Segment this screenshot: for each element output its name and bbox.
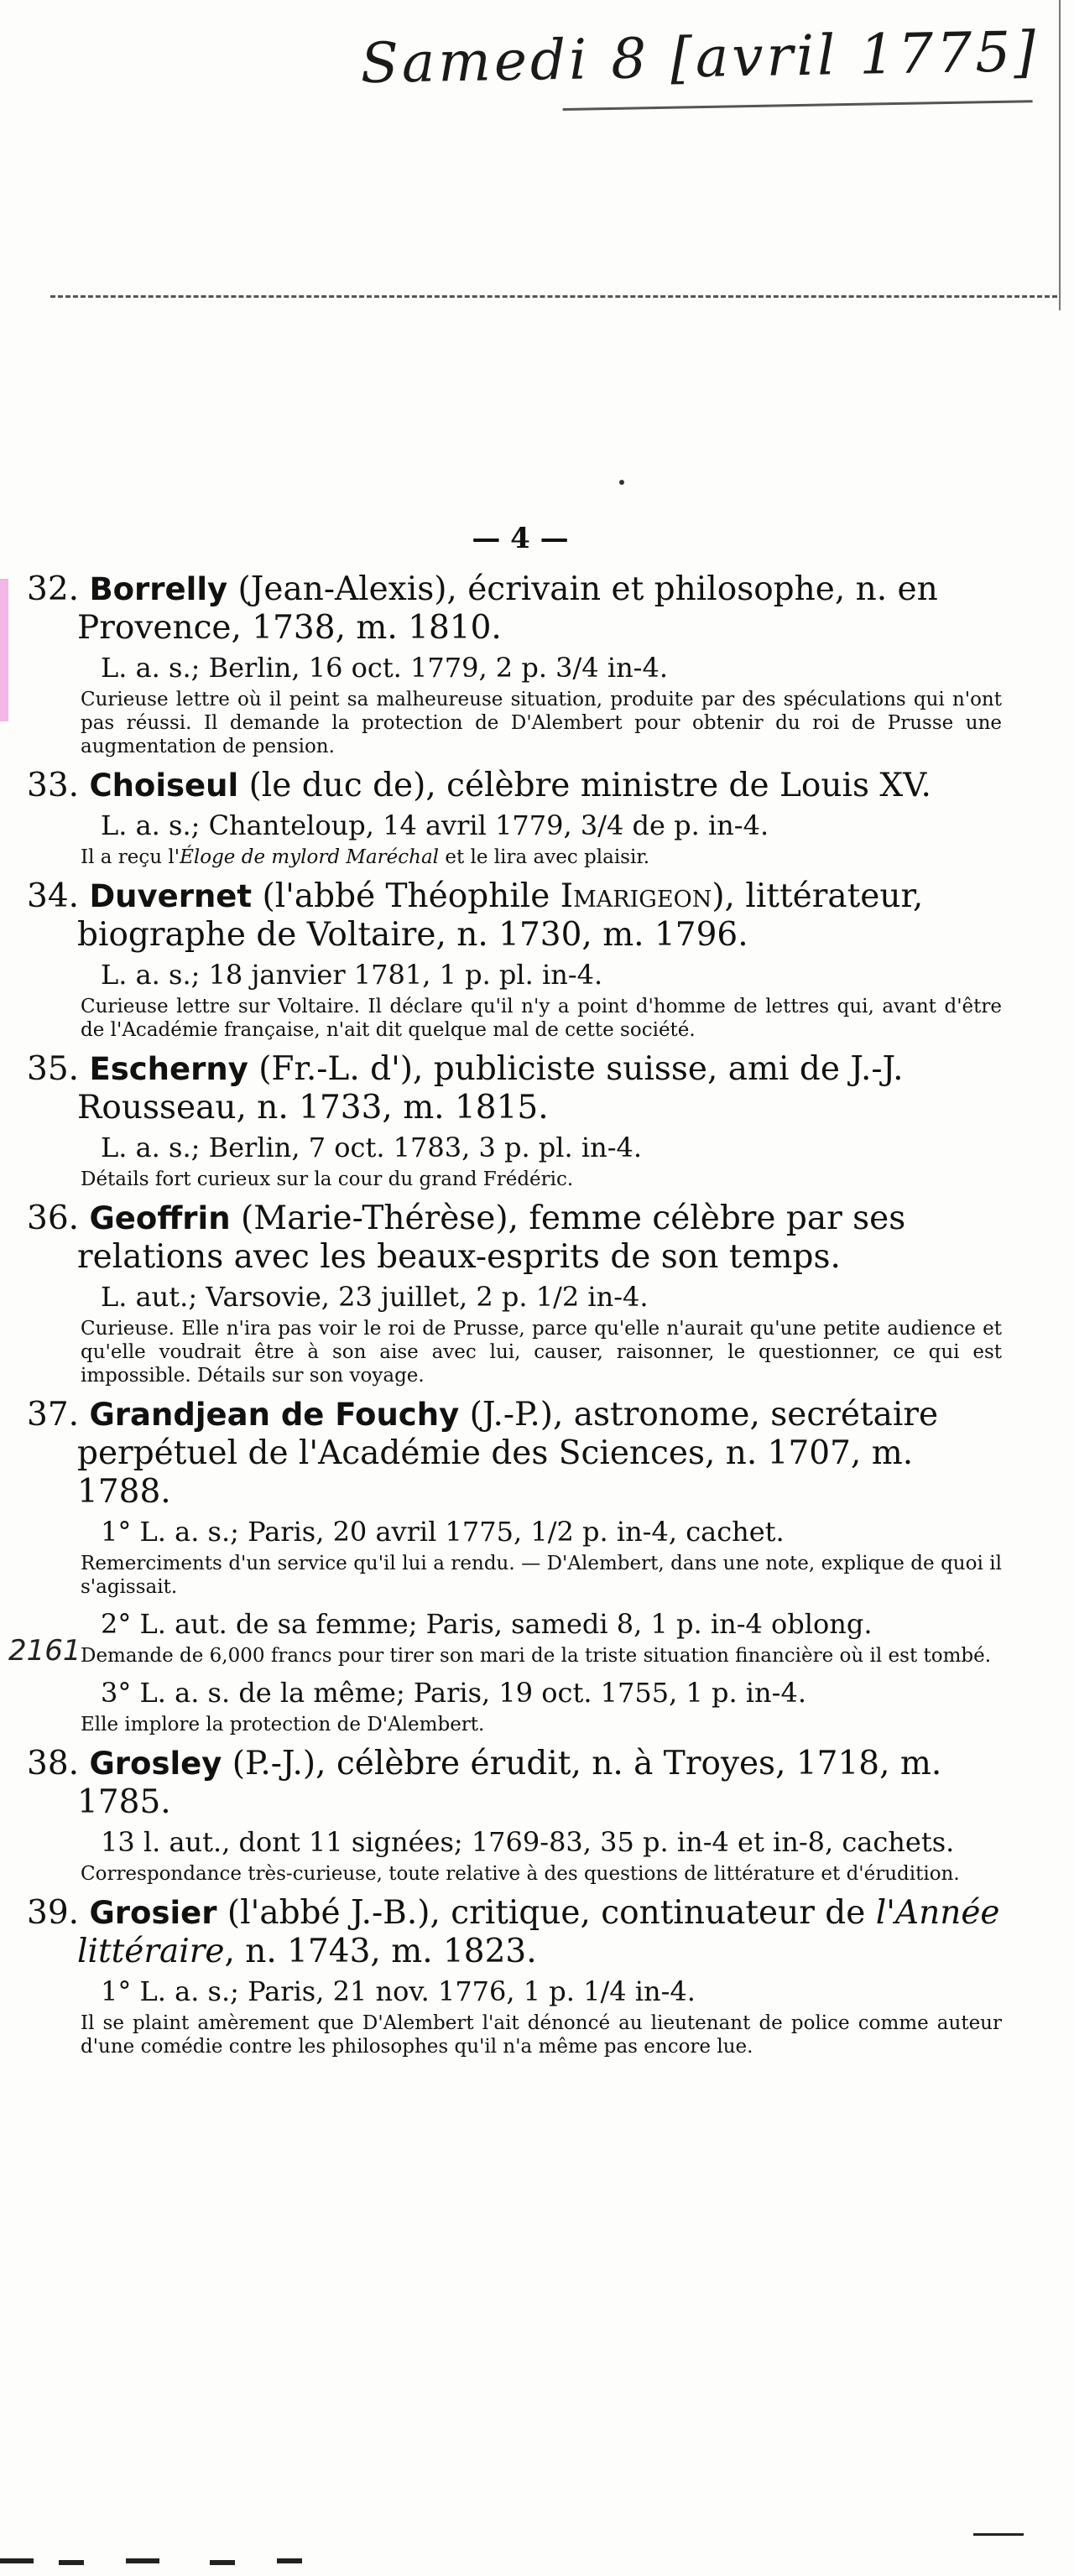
entry-item-line: L. a. s.; Chanteloup, 14 avril 1779, 3/4 de p. in-4. xyxy=(101,809,769,841)
entry-item-line xyxy=(0,1607,1074,1641)
scan-bottom-edge xyxy=(0,2533,1074,2575)
entry-description: ), littérateur, biographe de Voltaire, n. 1730, m. 1796. xyxy=(77,877,924,954)
ink-dot xyxy=(619,480,624,485)
entry-number: 32. xyxy=(27,570,80,608)
catalogue-entry xyxy=(0,1396,1074,1736)
entry-description: (l'abbé Théophile xyxy=(252,877,560,915)
margin-handwritten-number: 2161 xyxy=(8,1634,81,1668)
page-number: — 4 — xyxy=(472,522,569,555)
catalogue-entry xyxy=(0,570,1074,758)
note-text: et le lira avec plaisir. xyxy=(439,846,650,868)
entry-item-line: 1° L. a. s.; Paris, 21 nov. 1776, 1 p. 1/4 in-4. xyxy=(101,1975,696,2007)
entry-description: (l'abbé J.-B.), critique, continuateur de xyxy=(216,1894,876,1932)
item-line-text: L. a. s.; Berlin, 7 oct. 1783, 3 p. pl. in-4. xyxy=(101,1132,643,1163)
item-line-text: 3° L. a. s. de la même; Paris, 19 oct. 1755, 1 p. in-4. xyxy=(101,1677,806,1709)
entry-heading xyxy=(0,1745,1074,1822)
entry-heading xyxy=(0,1396,1074,1512)
entry-item-line: L. aut.; Varsovie, 23 juillet, 2 p. 1/2 in-4. xyxy=(101,1281,649,1313)
note-text: Il a reçu l' xyxy=(81,846,180,868)
entry-heading xyxy=(0,1894,1074,1971)
entry-item-note: Curieuse lettre où il peint sa malheureuse situation, produite par des spéculations qui n'ont pas réussi. Il demande la protection de D'Alembert pour obtenir du roi de Prusse une augmentation de pension. xyxy=(81,689,1002,757)
note-title-italic: Éloge de mylord Maréchal xyxy=(180,846,440,868)
entry-description: (Marie-Thérèse), femme célèbre par ses relations avec les beaux-esprits de son temps. xyxy=(77,1200,906,1276)
entry-heading xyxy=(0,1200,1074,1277)
catalogue-entries xyxy=(0,570,1074,2067)
entry-item-note: Il se plaint amèrement que D'Alembert l'ait dénoncé au lieutenant de police comme auteur d'une comédie contre les philosophes qu'il n'a même pas encore lue. xyxy=(81,2012,1002,2058)
entry-item-note: Elle implore la protection de D'Alembert. xyxy=(81,1714,485,1736)
entry-item-line: 13 l. aut., dont 11 signées; 1769-83, 35 p. in-4 et in-8, cachets. xyxy=(101,1826,955,1858)
entry-name: Escherny xyxy=(89,1051,248,1087)
entry-item-line: L. a. s.; Berlin, 16 oct. 1779, 2 p. 3/4 in-4. xyxy=(101,652,669,684)
entry-name: Borrelly xyxy=(89,571,228,607)
handwritten-underline xyxy=(563,100,1033,111)
entry-number: 37. xyxy=(27,1396,80,1434)
entry-item-note xyxy=(0,846,1074,869)
item-line-text: 2° L. aut. de sa femme; Paris, samedi 8, 1 p. in-4 oblong. xyxy=(101,1608,873,1640)
scan-fragment xyxy=(973,2533,1024,2536)
scan-fragment xyxy=(59,2560,84,2565)
catalogue-entry xyxy=(0,877,1074,1042)
item-line-text: 1° L. a. s.; Paris, 20 avril 1775, 1/2 p. in-4, cachet. xyxy=(101,1516,785,1548)
entry-heading xyxy=(0,1050,1074,1127)
entry-item-line: L. a. s.; 18 janvier 1781, 1 p. pl. in-4. xyxy=(101,959,603,991)
scan-fragment xyxy=(277,2558,302,2563)
handwritten-date-note xyxy=(360,19,1050,132)
entry-name: Grosley xyxy=(89,1746,222,1782)
entry-number: 34. xyxy=(27,877,80,915)
entry-item-line xyxy=(0,1131,1074,1164)
catalogue-entry xyxy=(0,1200,1074,1387)
entry-description: (J.-P.), astronome, secrétaire perpétuel de l'Académie des Sciences, n. 1707, m. 1788. xyxy=(77,1396,939,1511)
entry-number: 39. xyxy=(27,1894,80,1932)
page-edge-line xyxy=(1059,0,1061,310)
entry-description: , n. 1743, m. 1823. xyxy=(224,1933,537,1970)
scan-fragment xyxy=(210,2560,235,2565)
catalogue-entry xyxy=(0,1745,1074,1886)
handwritten-note-text: Samedi 8 [avril 1775] xyxy=(360,19,1040,96)
entry-item-note: Remerciments d'un service qu'il lui a rendu. — D'Alembert, dans une note, explique de quoi il s'agissait. xyxy=(81,1553,1002,1598)
entry-description: (le duc de), célèbre ministre de Louis XV. xyxy=(238,767,931,804)
entry-item-note: Curieuse lettre sur Voltaire. Il déclare qu'il n'y a point d'homme de lettres qui, avant d'être de l'Académie française, n'ait dit quelque mal de cette société. xyxy=(81,996,1002,1041)
scan-fragment xyxy=(126,2558,159,2563)
note-text: Demande de 6,000 francs pour tirer son mari de la triste situation financière où il est tombé. xyxy=(81,1645,992,1667)
entry-name: Duvernet xyxy=(89,878,253,914)
entry-item-line xyxy=(0,1515,1074,1548)
entry-surname-smallcaps: Imarigeon xyxy=(560,877,712,915)
entry-number: 35. xyxy=(27,1050,80,1088)
catalogue-entry xyxy=(0,767,1074,869)
scan-fragment xyxy=(0,2558,34,2563)
entry-name: Geoffrin xyxy=(89,1200,231,1236)
entry-item-note: Curieuse. Elle n'ira pas voir le roi de Prusse, parce qu'elle n'aurait qu'une petite audience et qu'elle voudrait être à son aise avec lui, causer, raisonner, le questionner, ce qui est impossible. Détails sur son voyage. xyxy=(81,1318,1002,1387)
entry-item-note: Détails fort curieux sur la cour du grand Frédéric. xyxy=(81,1168,574,1190)
entry-item-note: Correspondance très-curieuse, toute relative à des questions de littérature et d'érudition. xyxy=(81,1863,960,1885)
catalogue-entry xyxy=(0,1050,1074,1191)
entry-description: (Jean-Alexis), écrivain et philosophe, n. en Provence, 1738, m. 1810. xyxy=(77,570,938,647)
entry-number: 38. xyxy=(27,1745,80,1782)
entry-item-note xyxy=(0,1634,1074,1668)
catalogue-entry xyxy=(0,1894,1074,2058)
entry-heading xyxy=(0,767,1074,805)
torn-edge-divider xyxy=(50,295,1057,298)
entry-description: (P.-J.), célèbre érudit, n. à Troyes, 1718, m. 1785. xyxy=(77,1745,942,1821)
entry-name: Grosier xyxy=(89,1895,217,1931)
entry-name: Grandjean de Fouchy xyxy=(89,1397,460,1433)
entry-heading xyxy=(0,877,1074,955)
entry-heading xyxy=(0,570,1074,648)
entry-number: 36. xyxy=(27,1200,80,1237)
entry-number: 33. xyxy=(27,767,80,804)
entry-description: (Fr.-L. d'), publiciste suisse, ami de J.-J. Rousseau, n. 1733, m. 1815. xyxy=(77,1050,904,1127)
entry-item-line xyxy=(0,1676,1074,1710)
entry-work-title: l'Année littéraire xyxy=(77,1894,1000,1970)
entry-name: Choiseul xyxy=(89,768,239,804)
